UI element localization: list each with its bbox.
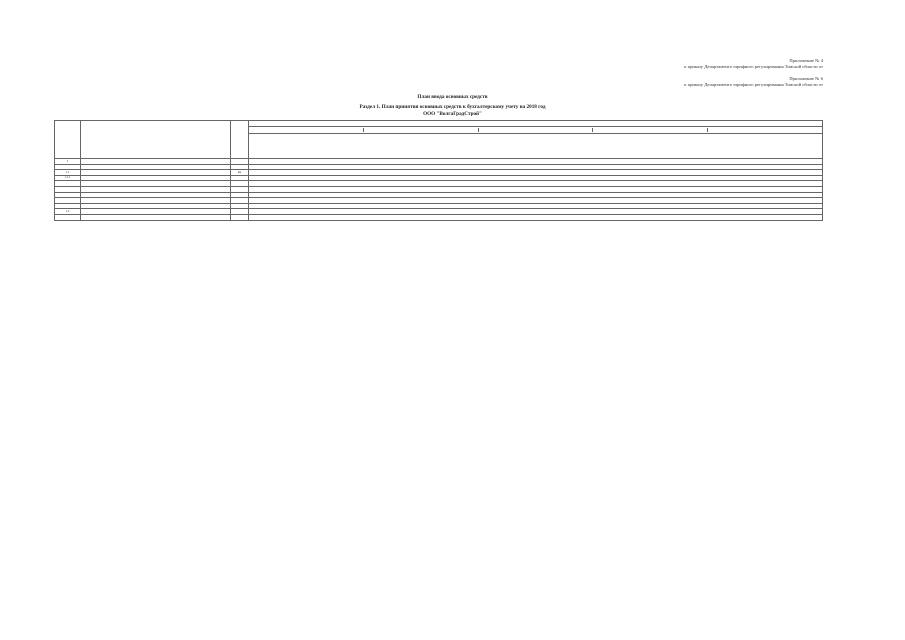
year-group-1 (249, 128, 364, 133)
row-unit (231, 214, 249, 220)
section-heading: Раздел 1. План принятия основных средств к бухгалтерскому учету на 2018 год (359, 104, 546, 110)
year-group-row (249, 127, 823, 134)
appendix-4-header (684, 58, 823, 70)
year-group-4 (593, 128, 708, 133)
table-body (55, 159, 823, 221)
year-group-2 (364, 128, 479, 133)
row-name (81, 214, 231, 220)
row-code: 1.1 (55, 170, 81, 176)
subcolumn-headers (249, 134, 823, 159)
row-code: 1 (55, 159, 81, 165)
appendix-4-reference: к приказу Департамента тарифного регулирования Томской области от (684, 64, 823, 69)
table-header (55, 121, 823, 159)
year-group-5 (707, 128, 822, 133)
appendix-4-number: Приложение № 4 (789, 58, 823, 63)
year-group-table (249, 128, 822, 133)
row-code: 1.2 (55, 209, 81, 215)
plan-table (54, 120, 823, 221)
header-code (55, 121, 81, 159)
table-row (55, 214, 823, 220)
row-values (249, 214, 823, 220)
row-code: 1.1.1 (55, 175, 81, 181)
header-unit (231, 121, 249, 159)
appendix-6-reference: к приказу Департамента тарифного регулирования Томской области от (684, 82, 823, 87)
year-group-3 (478, 128, 593, 133)
row-code (55, 214, 81, 220)
header-name (81, 121, 231, 159)
document-title: План ввода основных средств (417, 94, 488, 100)
organization-name: ООО "ВолгаГрадСтрой" (423, 111, 482, 117)
appendix-6-number: Приложение № 6 (789, 76, 823, 81)
row-unit: км (231, 170, 249, 176)
appendix-6-header (684, 76, 823, 88)
